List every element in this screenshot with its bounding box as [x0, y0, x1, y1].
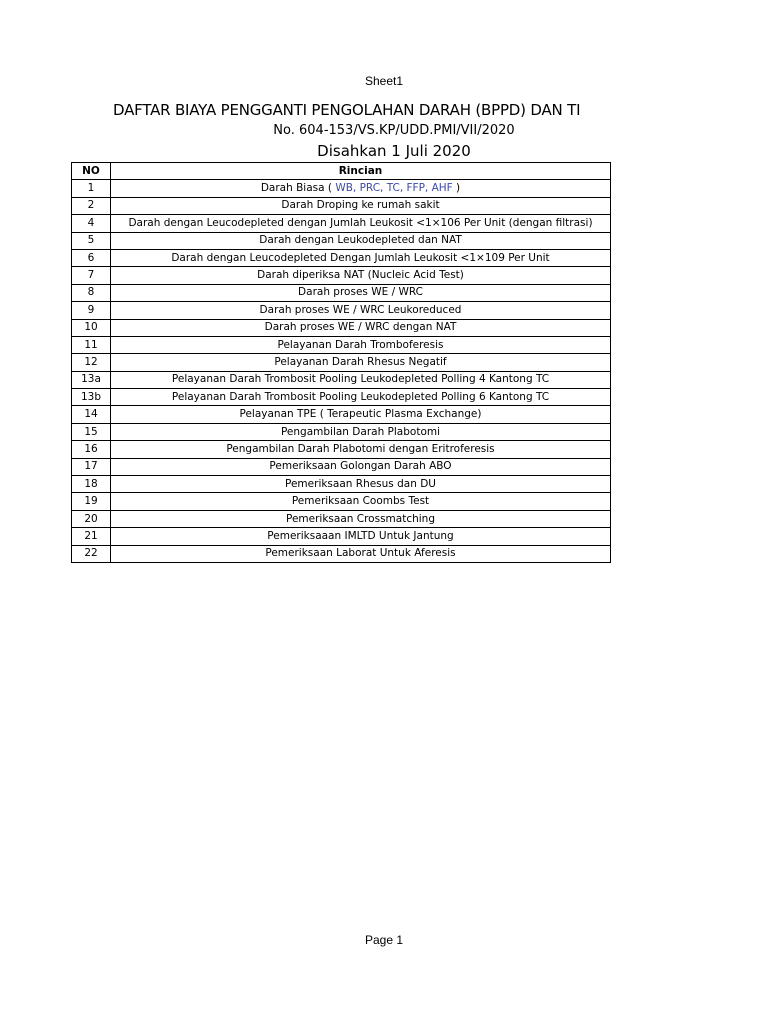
- table-row: [72, 249, 611, 266]
- table-row: [72, 423, 611, 440]
- row-number: 16: [72, 441, 111, 458]
- row-description-suffix: ): [452, 182, 461, 195]
- row-number: 5: [72, 232, 111, 249]
- table-row: [72, 389, 611, 406]
- row-description: Darah dengan Leucodepleted dengan Jumlah Leukosit <1×106 Per Unit (dengan filtrasi): [111, 215, 611, 232]
- row-description: Darah dengan Leucodepleted Dengan Jumlah Leukosit <1×109 Per Unit: [111, 249, 611, 266]
- row-number: 9: [72, 302, 111, 319]
- row-description: Pelayanan Darah Trombosit Pooling Leukodepleted Polling 4 Kantong TC: [111, 371, 611, 388]
- row-description: Darah diperiksa NAT (Nucleic Acid Test): [111, 267, 611, 284]
- row-description: Pelayanan TPE ( Terapeutic Plasma Exchange): [111, 406, 611, 423]
- row-description: Darah Droping ke rumah sakit: [111, 197, 611, 214]
- row-description: Pengambilan Darah Plabotomi: [111, 423, 611, 440]
- row-description: Pemeriksaan Coombs Test: [111, 493, 611, 510]
- row-description: Darah proses WE / WRC dengan NAT: [111, 319, 611, 336]
- reference-number: No. 604-153/VS.KP/UDD.PMI/VII/2020: [273, 123, 515, 138]
- row-number: 13b: [72, 389, 111, 406]
- table-row: [72, 284, 611, 301]
- table-row: [72, 476, 611, 493]
- row-number: 21: [72, 528, 111, 545]
- row-description: Pemeriksaaan IMLTD Untuk Jantung: [111, 528, 611, 545]
- row-number: 11: [72, 336, 111, 353]
- table-row: [72, 406, 611, 423]
- column-header-rincian: Rincian: [111, 163, 611, 180]
- table-row: [72, 232, 611, 249]
- row-number: 13a: [72, 371, 111, 388]
- table-row: [72, 510, 611, 527]
- table-row: [72, 267, 611, 284]
- blood-component-list: WB, PRC, TC, FFP, AHF: [335, 182, 453, 195]
- row-number: 19: [72, 493, 111, 510]
- table-row: [72, 441, 611, 458]
- row-number: 12: [72, 354, 111, 371]
- sheet-name: Sheet1: [364, 74, 404, 88]
- row-number: 18: [72, 476, 111, 493]
- row-description: Pengambilan Darah Plabotomi dengan Eritroferesis: [111, 441, 611, 458]
- row-number: 17: [72, 458, 111, 475]
- row-number: 2: [72, 197, 111, 214]
- fee-table: [71, 162, 611, 563]
- row-description: Pelayanan Darah Rhesus Negatif: [111, 354, 611, 371]
- row-description: Darah proses WE / WRC: [111, 284, 611, 301]
- table-row: [72, 197, 611, 214]
- table-row: [72, 319, 611, 336]
- table-row: [72, 302, 611, 319]
- row-description: Darah proses WE / WRC Leukoreduced: [111, 302, 611, 319]
- table-row: [72, 354, 611, 371]
- approval-date: Disahkan 1 Juli 2020: [317, 142, 471, 160]
- table-row: [72, 336, 611, 353]
- row-description: Pemeriksaan Crossmatching: [111, 510, 611, 527]
- row-number: 15: [72, 423, 111, 440]
- row-description: Darah dengan Leukodepleted dan NAT: [111, 232, 611, 249]
- document-title: DAFTAR BIAYA PENGGANTI PENGOLAHAN DARAH (BPPD) DAN TI: [113, 101, 581, 119]
- row-description: Pemeriksaan Golongan Darah ABO: [111, 458, 611, 475]
- table-row: [72, 371, 611, 388]
- table-row: [72, 180, 611, 197]
- row-number: 14: [72, 406, 111, 423]
- row-number: 8: [72, 284, 111, 301]
- table-row: [72, 493, 611, 510]
- table-header-row: [72, 163, 611, 180]
- table-row: [72, 215, 611, 232]
- row-number: 4: [72, 215, 111, 232]
- row-number: 22: [72, 545, 111, 562]
- table-row: [72, 458, 611, 475]
- column-header-no: NO: [72, 163, 111, 180]
- row-description: Pelayanan Darah Tromboferesis: [111, 336, 611, 353]
- page-number: Page 1: [364, 933, 404, 947]
- row-description: Pemeriksaan Rhesus dan DU: [111, 476, 611, 493]
- row-number: 20: [72, 510, 111, 527]
- row-description: Pemeriksaan Laborat Untuk Aferesis: [111, 545, 611, 562]
- row-description-prefix: Darah Biasa (: [260, 182, 336, 195]
- row-number: 1: [72, 180, 111, 197]
- table-row: [72, 528, 611, 545]
- row-number: 7: [72, 267, 111, 284]
- row-description: [111, 180, 611, 197]
- table-row: [72, 545, 611, 562]
- row-number: 10: [72, 319, 111, 336]
- row-number: 6: [72, 249, 111, 266]
- row-description: Pelayanan Darah Trombosit Pooling Leukodepleted Polling 6 Kantong TC: [111, 389, 611, 406]
